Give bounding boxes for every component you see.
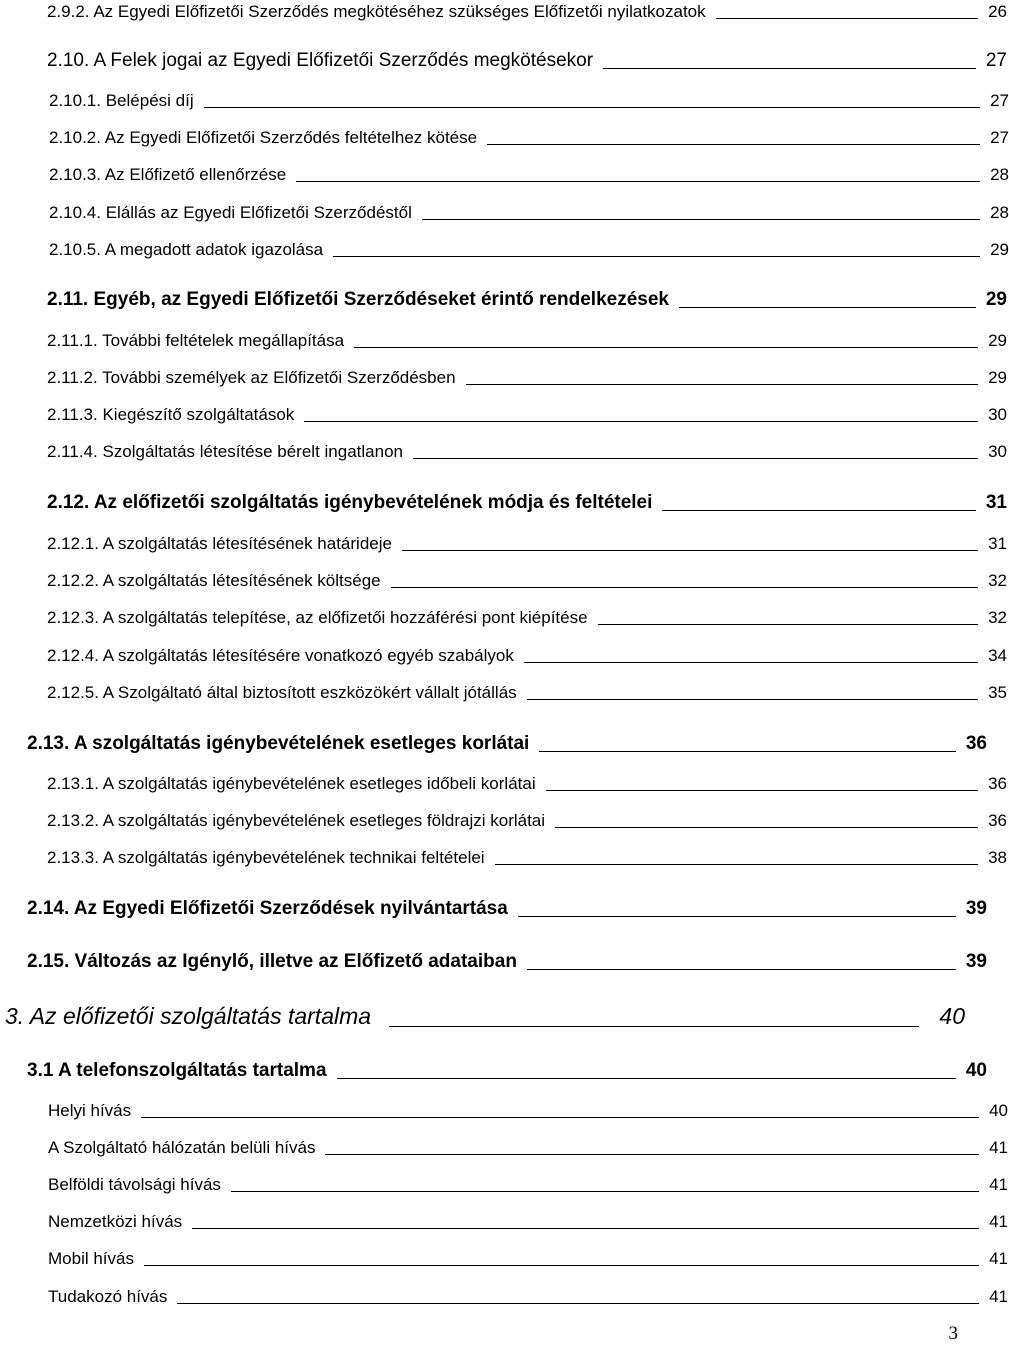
toc-entry-label: 2.14. Az Egyedi Előfizetői Szerződések nyilvántartása xyxy=(27,898,508,919)
toc-entry-label: 2.13.3. A szolgáltatás igénybevételének technikai feltételei xyxy=(47,848,485,867)
toc-entry-2-11-2[interactable] xyxy=(0,369,1007,386)
toc-entry-mobil-hivas[interactable] xyxy=(0,1250,1008,1267)
toc-entry-2-10-2[interactable] xyxy=(0,129,1009,146)
toc-entry-label: A Szolgáltató hálózatán belüli hívás xyxy=(48,1138,316,1157)
toc-entry-3-1[interactable] xyxy=(0,1061,987,1080)
toc-dot-leader xyxy=(333,255,980,257)
toc-entry-2-13-3[interactable] xyxy=(0,849,1007,866)
toc-dot-leader xyxy=(391,586,978,588)
toc-dot-leader xyxy=(603,67,976,69)
toc-entry-page: 41 xyxy=(989,1249,1008,1268)
toc-entry-page: 27 xyxy=(985,50,1007,71)
toc-entry-label: 3.1 A telefonszolgáltatás tartalma xyxy=(27,1060,327,1081)
toc-entry-page: 30 xyxy=(988,405,1007,424)
toc-entry-2-12-2[interactable] xyxy=(0,572,1007,589)
toc-dot-leader xyxy=(422,218,980,220)
toc-entry-2-11-1[interactable] xyxy=(0,332,1007,349)
toc-dot-leader xyxy=(413,457,978,459)
toc-entry-2-12-3[interactable] xyxy=(0,609,1007,626)
toc-dot-leader xyxy=(192,1227,979,1229)
toc-dot-leader xyxy=(304,420,978,422)
toc-entry-label: 2.10.1. Belépési díj xyxy=(49,91,194,110)
toc-entry-label: 2.12.1. A szolgáltatás létesítésének határideje xyxy=(47,534,392,553)
toc-entry-label: 2.10.5. A megadott adatok igazolása xyxy=(49,240,324,259)
toc-entry-page: 36 xyxy=(965,733,987,754)
toc-entry-label: 2.15. Változás az Igénylő, illetve az Előfizető adataiban xyxy=(27,951,517,972)
toc-entry-2-12-5[interactable] xyxy=(0,684,1007,701)
toc-entry-2-9-2[interactable] xyxy=(0,3,1007,20)
toc-entry-label: 3. Az előfizetői szolgáltatás tartalma xyxy=(5,1003,372,1029)
toc-entry-2-14[interactable] xyxy=(0,899,987,918)
toc-entry-label: 2.10.3. Az Előfizető ellenőrzése xyxy=(49,165,287,184)
toc-dot-leader xyxy=(402,549,978,551)
toc-dot-leader xyxy=(144,1264,979,1266)
toc-entry-label: 2.13. A szolgáltatás igénybevételének esetleges korlátai xyxy=(27,733,530,754)
toc-dot-leader xyxy=(495,863,979,865)
toc-entry-page: 32 xyxy=(988,571,1007,590)
toc-dot-leader xyxy=(466,383,979,385)
toc-dot-leader xyxy=(325,1153,979,1155)
toc-entry-2-13-1[interactable] xyxy=(0,775,1007,792)
toc-entry-page: 39 xyxy=(965,951,987,972)
toc-dot-leader xyxy=(679,306,976,308)
toc-entry-page: 40 xyxy=(939,1003,965,1029)
toc-entry-2-12[interactable] xyxy=(0,493,1007,512)
toc-entry-page: 40 xyxy=(965,1060,987,1081)
toc-dot-leader xyxy=(598,623,979,625)
toc-entry-3[interactable] xyxy=(0,1005,965,1028)
toc-dot-leader xyxy=(177,1302,979,1304)
toc-entry-2-10-4[interactable] xyxy=(0,204,1009,221)
toc-dot-leader xyxy=(231,1190,979,1192)
toc-entry-page: 35 xyxy=(988,683,1007,702)
toc-entry-label: Tudakozó hívás xyxy=(48,1287,168,1306)
toc-entry-label: 2.12.2. A szolgáltatás létesítésének költsége xyxy=(47,571,381,590)
toc-entry-page: 38 xyxy=(988,848,1007,867)
toc-dot-leader xyxy=(204,106,980,108)
toc-entry-page: 28 xyxy=(990,203,1009,222)
toc-dot-leader xyxy=(487,143,980,145)
toc-entry-page: 34 xyxy=(988,646,1007,665)
toc-entry-2-12-1[interactable] xyxy=(0,535,1007,552)
toc-entry-page: 27 xyxy=(990,91,1009,110)
toc-entry-label: 2.9.2. Az Egyedi Előfizetői Szerződés megkötéséhez szükséges Előfizetői nyilatkozatok xyxy=(47,2,706,21)
toc-entry-belfoldi-tavolsagi-hivas[interactable] xyxy=(0,1176,1008,1193)
toc-dot-leader xyxy=(539,750,956,752)
toc-dot-leader xyxy=(296,180,980,182)
page-number: 3 xyxy=(948,1323,958,1344)
toc-entry-page: 29 xyxy=(988,368,1007,387)
toc-dot-leader xyxy=(527,698,978,700)
toc-entry-label: Helyi hívás xyxy=(48,1101,132,1120)
toc-entry-page: 31 xyxy=(988,534,1007,553)
toc-entry-label: 2.11.3. Kiegészítő szolgáltatások xyxy=(47,405,295,424)
toc-dot-leader xyxy=(141,1116,979,1118)
toc-dot-leader xyxy=(524,661,978,663)
toc-entry-label: 2.11.2. További személyek az Előfizetői Szerződésben xyxy=(47,368,456,387)
toc-dot-leader xyxy=(527,968,956,970)
toc-entry-page: 41 xyxy=(989,1287,1008,1306)
toc-entry-2-13[interactable] xyxy=(0,734,987,753)
toc-entry-label: 2.12.5. A Szolgáltató által biztosított eszközökért vállalt jótállás xyxy=(47,683,517,702)
toc-entry-page: 30 xyxy=(988,442,1007,461)
toc-entry-page: 36 xyxy=(988,811,1007,830)
toc-entry-label: 2.11.1. További feltételek megállapítása xyxy=(47,331,345,350)
toc-entry-page: 31 xyxy=(985,492,1007,513)
toc-entry-page: 41 xyxy=(989,1138,1008,1157)
toc-entry-page: 29 xyxy=(985,289,1007,310)
toc-dot-leader xyxy=(662,509,975,511)
toc-entry-label: Belföldi távolsági hívás xyxy=(48,1175,221,1194)
toc-entry-label: 2.13.2. A szolgáltatás igénybevételének esetleges földrajzi korlátai xyxy=(47,811,546,830)
toc-entry-label: 2.12. Az előfizetői szolgáltatás igénybevételének módja és feltételei xyxy=(47,492,653,513)
toc-entry-2-10[interactable] xyxy=(0,51,1007,70)
toc-entry-label: 2.10. A Felek jogai az Egyedi Előfizetői Szerződés megkötésekor xyxy=(47,50,594,71)
toc-entry-label: 2.10.2. Az Egyedi Előfizetői Szerződés feltételhez kötése xyxy=(49,128,478,147)
toc-entry-page: 29 xyxy=(988,331,1007,350)
toc-entry-label: 2.12.3. A szolgáltatás telepítése, az előfizetői hozzáférési pont kiépítése xyxy=(47,608,588,627)
toc-entry-page: 41 xyxy=(989,1175,1008,1194)
toc-entry-2-15[interactable] xyxy=(0,952,987,971)
toc-entry-nemzetkozi-hivas[interactable] xyxy=(0,1213,1008,1230)
toc-entry-helyi-hivas[interactable] xyxy=(0,1102,1008,1119)
toc-entry-label: 2.11. Egyéb, az Egyedi Előfizetői Szerződéseket érintő rendelkezések xyxy=(47,289,669,310)
toc-entry-2-11[interactable] xyxy=(0,290,1007,309)
toc-entry-2-10-5[interactable] xyxy=(0,241,1009,258)
toc-dot-leader xyxy=(389,1025,919,1027)
toc-entry-page: 29 xyxy=(990,240,1009,259)
toc-entry-2-12-4[interactable] xyxy=(0,647,1007,664)
toc-dot-leader xyxy=(518,915,956,917)
toc-entry-label: 2.12.4. A szolgáltatás létesítésére vonatkozó egyéb szabályok xyxy=(47,646,514,665)
toc-entry-label: 2.13.1. A szolgáltatás igénybevételének esetleges időbeli korlátai xyxy=(47,774,536,793)
toc-entry-2-13-2[interactable] xyxy=(0,812,1007,829)
toc-entry-page: 40 xyxy=(989,1101,1008,1120)
toc-entry-halozaton-beluli-hivas[interactable] xyxy=(0,1139,1008,1156)
toc-entry-label: Nemzetközi hívás xyxy=(48,1212,183,1231)
toc-entry-2-11-4[interactable] xyxy=(0,443,1007,460)
toc-dot-leader xyxy=(354,346,978,348)
toc-dot-leader xyxy=(716,17,978,19)
toc-entry-page: 27 xyxy=(990,128,1009,147)
toc-entry-label: Mobil hívás xyxy=(48,1249,134,1268)
toc-entry-2-11-3[interactable] xyxy=(0,406,1007,423)
toc-entry-2-10-3[interactable] xyxy=(0,166,1009,183)
toc-entry-page: 32 xyxy=(988,608,1007,627)
toc-entry-label: 2.11.4. Szolgáltatás létesítése bérelt ingatlanon xyxy=(47,442,403,461)
toc-entry-page: 41 xyxy=(989,1212,1008,1231)
toc-entry-tudakozo-hivas[interactable] xyxy=(0,1288,1008,1305)
toc-entry-page: 26 xyxy=(988,2,1007,21)
toc-dot-leader xyxy=(337,1077,956,1079)
toc-entry-2-10-1[interactable] xyxy=(0,92,1009,109)
toc-dot-leader xyxy=(546,789,978,791)
toc-entry-label: 2.10.4. Elállás az Egyedi Előfizetői Szerződéstől xyxy=(49,203,412,222)
toc-dot-leader xyxy=(555,826,978,828)
toc-entry-page: 36 xyxy=(988,774,1007,793)
toc-entry-page: 28 xyxy=(990,165,1009,184)
toc-entry-page: 39 xyxy=(965,898,987,919)
